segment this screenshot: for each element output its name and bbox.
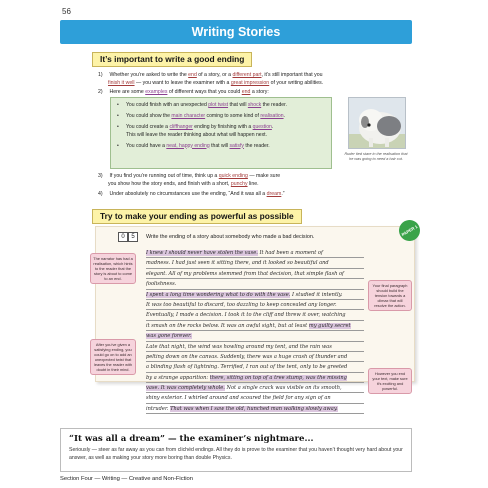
highlighted-text: I spent a long time wondering what to do with the vase. [146, 291, 291, 298]
answer-text: it smash on the rocks below. It was an awful sight, but at least [146, 322, 309, 329]
tip-body: Seriously — steer as far away as you can from clichéd endings. All they do is prove to the examiner that you haven’t thought very hard about your answer, as well as making your story more boring than double Physics. [69, 447, 403, 461]
text-span: .” [281, 191, 285, 197]
paragraph-2 [98, 88, 269, 96]
answer-text: Late that night, the wind was howling around my tent, and the rain was [146, 343, 332, 350]
text-span: that will [228, 102, 248, 108]
paragraph-number: 2) [98, 89, 103, 95]
list-item [117, 143, 325, 151]
answer-text: Not a single crack was visible on its smooth, [224, 385, 342, 392]
highlighted-text: vase. It was completely whole. [146, 385, 225, 392]
text-span: of your writing abilities. [269, 80, 324, 86]
answer-text: I studied it intently. [290, 291, 343, 298]
answer-line [146, 362, 364, 372]
bullet-icon: • [117, 113, 119, 119]
answer-text: It had been a moment of [257, 250, 323, 256]
keyword-cliffhanger: cliffhanger [169, 124, 193, 130]
paragraph-1 [98, 71, 323, 87]
keyword-dream: dream [266, 191, 282, 197]
text-span: the reader. [243, 142, 270, 149]
answer-line [146, 290, 364, 300]
title-band [60, 20, 412, 44]
keyword-end: end [241, 89, 251, 95]
answer-text: pelting down on the canvas. Suddenly, there was a huge crash of thunder and [146, 353, 348, 360]
question-number-digit: 5 [128, 232, 138, 242]
text-span: You could show the [126, 113, 172, 119]
text-span: coming to some kind of [205, 113, 261, 119]
highlighted-text: my guilty secret [308, 322, 351, 329]
answer-line [146, 248, 364, 258]
answer-text: intruder. [146, 405, 171, 412]
answer-text: a blinding flash of lightning. Terrified, I ran out of the tent, only to be greeted [146, 364, 348, 371]
highlighted-text: there, sitting on top of a tree stump, was the missing [209, 374, 347, 381]
endings-examples-box [110, 97, 332, 169]
answer-line [146, 258, 364, 268]
highlighted-text: I knew I should never have stolen the vase. [146, 250, 258, 256]
text-span: — you want to leave the examiner with a [134, 80, 231, 86]
keyword-quick-ending: quick ending [218, 173, 248, 179]
keyword-realisation: realisation [260, 113, 284, 119]
paragraph-number: 4) [98, 191, 103, 197]
page-number: 56 [62, 7, 71, 16]
paper-badge: PAPER 1 [395, 216, 424, 245]
bullet-icon: • [117, 124, 119, 130]
keyword-happy-ending: neat, happy ending [166, 142, 210, 149]
answer-line [146, 383, 364, 393]
text-span: Here are some [109, 89, 146, 95]
keyword-examples: examples [145, 89, 168, 95]
answer-text: shiny exterior. I whirled around and scoured the field for any sign of an [146, 395, 331, 402]
text-span: of different ways that you could [167, 89, 242, 95]
page-title: Writing Stories [191, 25, 281, 39]
question-number-digit: 0 [118, 232, 128, 242]
answer-line [146, 352, 364, 362]
answer-line [146, 321, 364, 331]
answer-text: Eventually, I made a decision. I took it to the cliff and threw it over, watching [146, 312, 346, 319]
answer-line [146, 279, 364, 289]
text-span: — make sure [247, 173, 281, 179]
text-span: You could finish with an unexpected [126, 102, 209, 108]
answer-text: foolishness. [146, 281, 177, 288]
answer-text: It was too beautiful to discard, too dazzling to keep concealed any longer. [146, 301, 337, 308]
answer-lines [146, 248, 364, 414]
text-span: that will [209, 142, 230, 149]
answer-text: by a strange apparition: [146, 374, 210, 381]
text-span: a story: [250, 89, 269, 95]
keyword-question: question [252, 124, 272, 130]
text-span: This will leave the reader thinking about what will happen next. [126, 131, 268, 138]
list-item [117, 124, 325, 139]
text-span: Whether you’re asked to write the [109, 72, 189, 78]
keyword-satisfy: satisfy [229, 142, 244, 149]
answer-line [146, 300, 364, 310]
side-note-twist: After you’ve given a satisfying ending, you could go on to add an unexpected twist that leaves the reader with doubt in their mind. [90, 339, 136, 375]
keyword-great-impression: great impression [230, 80, 270, 86]
answer-line [146, 342, 364, 352]
answer-text: elegant. All of my problems stemmed from that decision, that simple flash of [146, 270, 344, 277]
text-span: . [283, 113, 285, 119]
sheepdog-icon [349, 98, 406, 149]
text-span: ending by finishing with a [192, 124, 253, 130]
section-footer: Section Four — Writing — Creative and Non-Fiction [60, 476, 193, 482]
answer-line [146, 373, 364, 383]
text-span: the reader. [261, 102, 287, 108]
side-note-exciting: However you end your text, make sure it’s exciting and powerful. [368, 368, 412, 394]
answer-line [146, 269, 364, 279]
highlighted-text: That was when I saw the old, hunched man walking slowly away. [170, 405, 338, 412]
sheepdog-photo [348, 97, 406, 149]
keyword-end: end [188, 72, 197, 78]
answer-line [146, 310, 364, 320]
keyword-main-character: main character [171, 113, 206, 119]
keyword-different-part: different part [232, 72, 262, 78]
text-span: , it’s still important that you [261, 72, 323, 78]
answer-text: madness. I had just seen it sitting there, and it looked so beautiful and [146, 260, 329, 267]
side-note-realisation: The narrator has had a realisation, which hints to the reader that the story is about to come to an end. [90, 253, 136, 284]
section-heading-good-ending: It’s important to write a good ending [92, 52, 252, 67]
list-item [117, 113, 325, 121]
tip-box [60, 428, 412, 472]
highlighted-text: was gone forever. [146, 333, 192, 340]
side-note-tension: Your final paragraph should build the tension towards a climax that will resolve the action. [368, 280, 412, 311]
answer-line [146, 404, 364, 414]
text-span: You could create a [126, 124, 170, 130]
paragraph-number: 3) [98, 173, 103, 179]
text-span: You could have a [126, 142, 167, 149]
paragraph-4 [98, 190, 285, 198]
keyword-plot-twist: plot twist [208, 102, 229, 108]
answer-line [146, 393, 364, 403]
text-span: If you find you’re running out of time, think up a [109, 173, 219, 179]
paragraph-number: 1) [98, 72, 103, 78]
text-span: of a story, or a [196, 72, 233, 78]
keyword-punchy: punchy [230, 181, 248, 187]
bullet-icon: • [117, 102, 119, 108]
photo-caption: Ruder tied stare in the realisation that he was going to need a hair cut. [344, 152, 408, 161]
question-text: Write the ending of a story about somebody who made a bad decision. [146, 234, 315, 240]
answer-line [146, 331, 364, 341]
keyword-finish-it-well: finish it well [108, 80, 135, 86]
keyword-shock: shock [247, 102, 262, 108]
text-span: you show how the story ends, and finish with a short, [108, 181, 231, 187]
text-span: Under absolutely no circumstances use the ending, “And it was all a [109, 191, 267, 197]
paragraph-3 [98, 172, 280, 188]
tip-title: “It was all a dream” — the examiner’s nightmare... [69, 434, 314, 444]
section-heading-powerful-ending: Try to make your ending as powerful as possible [92, 209, 302, 224]
bullet-icon: • [117, 142, 119, 149]
text-span: line. [247, 181, 259, 187]
text-span: . [271, 124, 274, 130]
list-item [117, 102, 325, 110]
